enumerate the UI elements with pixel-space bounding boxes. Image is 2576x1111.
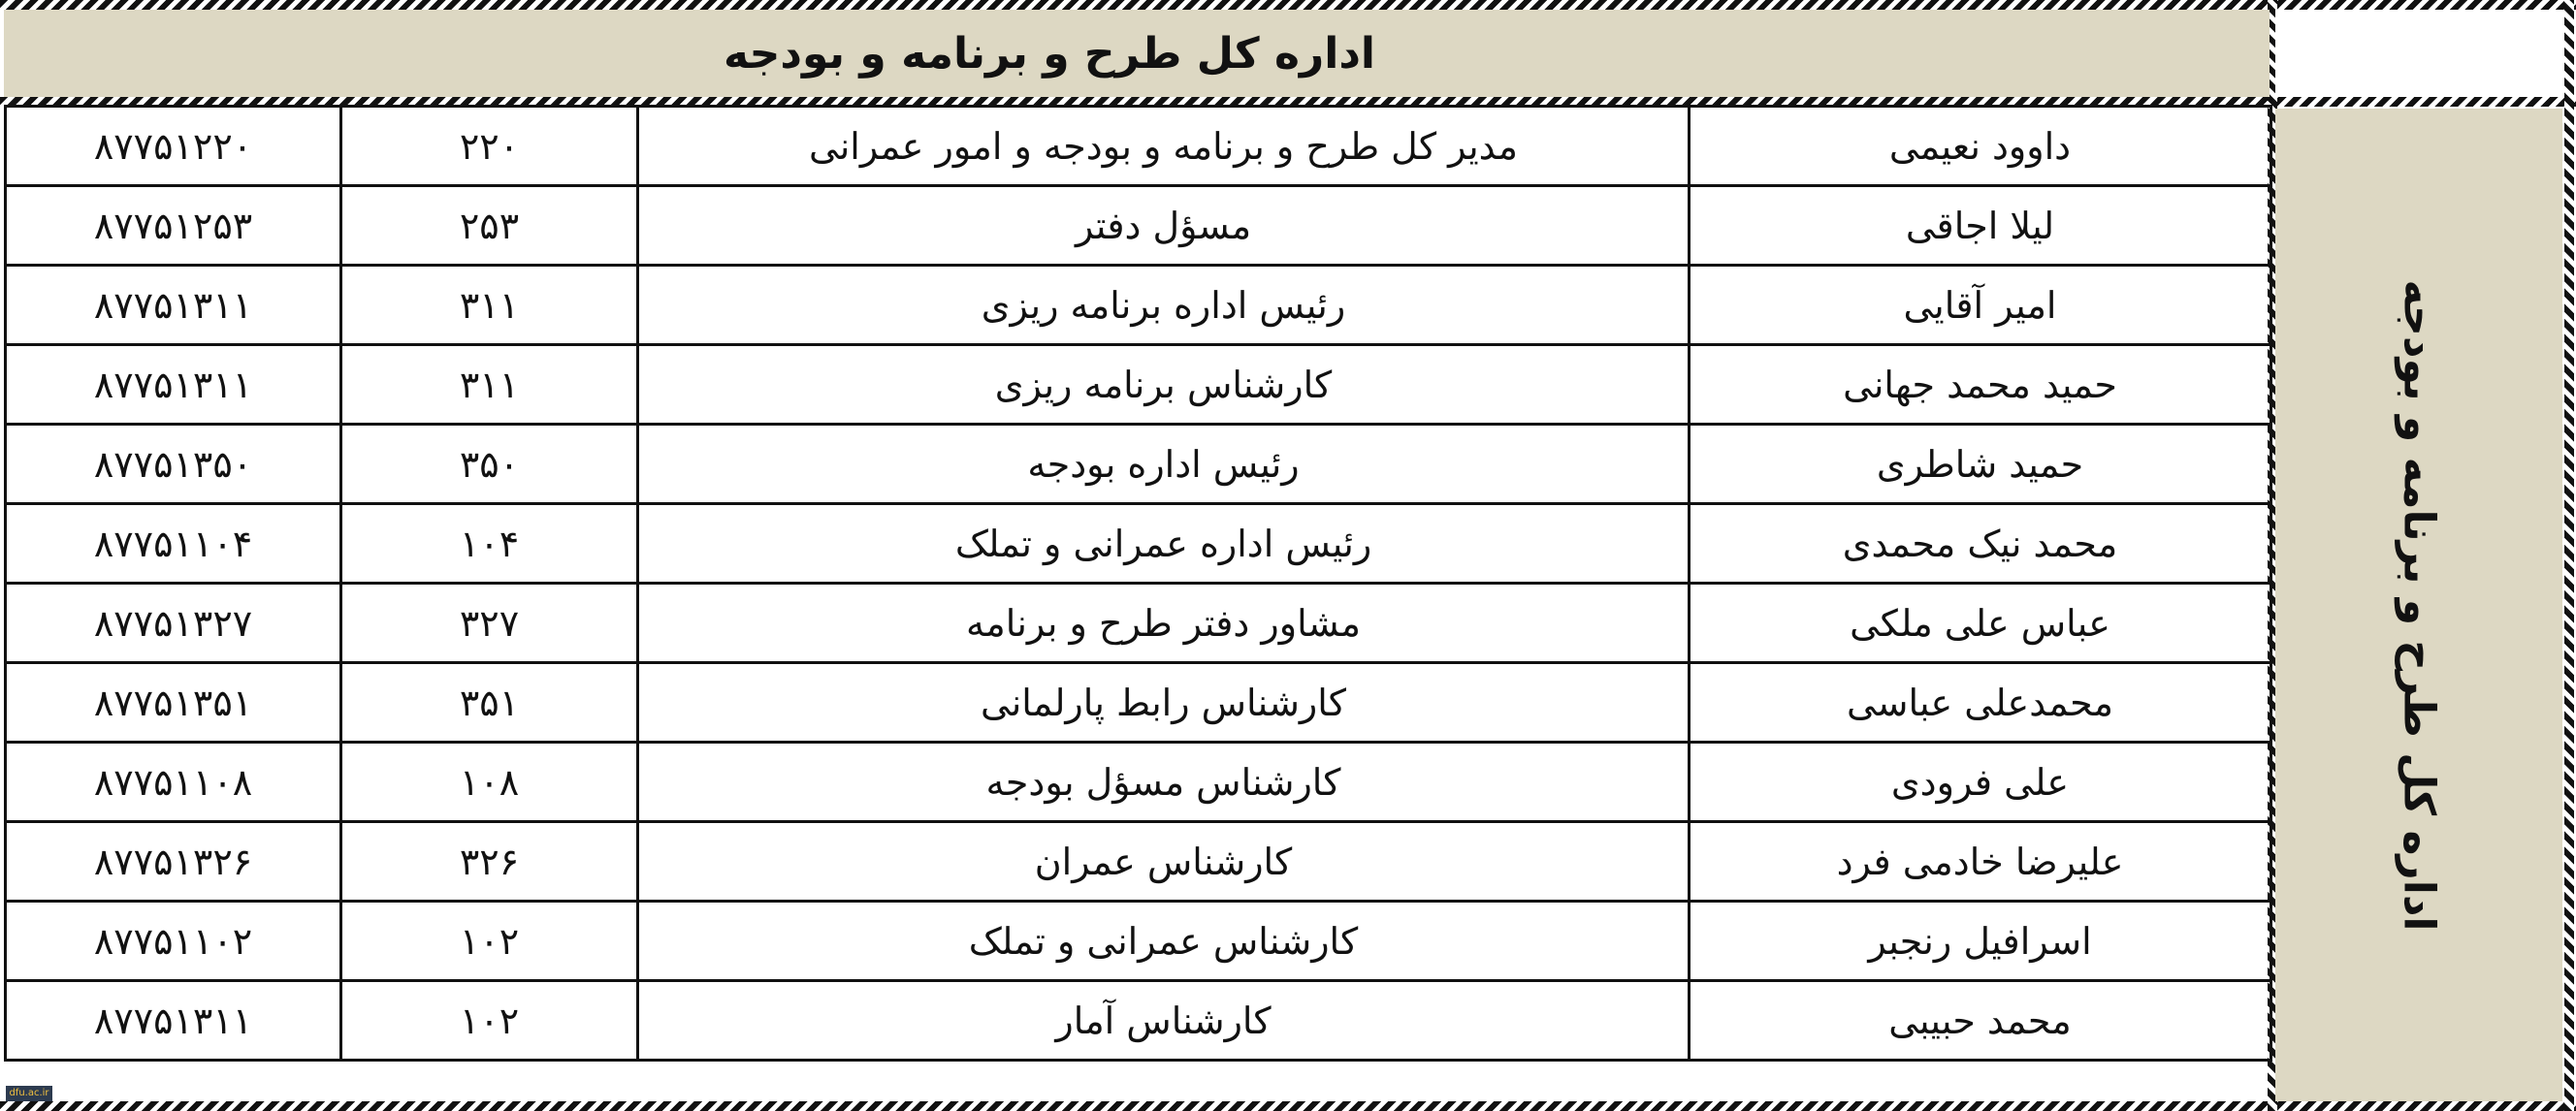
table-row: [6, 425, 2271, 504]
extension-cell: ۱۰۲: [341, 902, 638, 981]
phone-cell: ۸۷۷۵۱۳۱۱: [6, 266, 341, 345]
name-cell: محمد نیک محمدی: [1690, 504, 2271, 584]
position-cell: مدیر کل طرح و برنامه و بودجه و امور عمرانی: [638, 107, 1690, 186]
phone-cell: ۸۷۷۵۱۳۱۱: [6, 981, 341, 1061]
extension-cell: ۳۵۱: [341, 663, 638, 743]
extension-cell: ۱۰۸: [341, 743, 638, 822]
position-cell: رئیس اداره بودجه: [638, 425, 1690, 504]
position-cell: کارشناس عمران: [638, 822, 1690, 902]
phone-cell: ۸۷۷۵۱۳۵۰: [6, 425, 341, 504]
right-border: [2564, 0, 2574, 1111]
name-cell: امیر آقایی: [1690, 266, 2271, 345]
position-cell: کارشناس آمار: [638, 981, 1690, 1061]
phone-cell: ۸۷۷۵۱۲۲۰: [6, 107, 341, 186]
table-row: [6, 663, 2271, 743]
phone-cell: ۸۷۷۵۱۳۲۷: [6, 584, 341, 663]
phone-cell: ۸۷۷۵۱۲۵۳: [6, 186, 341, 266]
extension-cell: ۳۵۰: [341, 425, 638, 504]
page-title: اداره کل طرح و برنامه و بودجه: [724, 28, 1375, 79]
name-cell: اسرافیل رنجبر: [1690, 902, 2271, 981]
extension-cell: ۳۲۶: [341, 822, 638, 902]
name-cell: عباس علی ملکی: [1690, 584, 2271, 663]
position-cell: کارشناس مسؤل بودجه: [638, 743, 1690, 822]
phone-cell: ۸۷۷۵۱۱۰۲: [6, 902, 341, 981]
table-row: [6, 584, 2271, 663]
name-cell: علی فرودی: [1690, 743, 2271, 822]
extension-cell: ۲۵۳: [341, 186, 638, 266]
extension-cell: ۱۰۴: [341, 504, 638, 584]
table-row: [6, 345, 2271, 425]
site-logo: dfu.ac.ir: [6, 1086, 52, 1101]
extension-cell: ۱۰۲: [341, 981, 638, 1061]
extension-cell: ۳۲۷: [341, 584, 638, 663]
table-row: [6, 981, 2271, 1061]
table-row: [6, 186, 2271, 266]
table-row: [6, 266, 2271, 345]
position-cell: رئیس اداره برنامه ریزی: [638, 266, 1690, 345]
extension-cell: ۳۱۱: [341, 345, 638, 425]
name-cell: حمید شاطری: [1690, 425, 2271, 504]
staff-directory-table: [4, 105, 2272, 1062]
phone-cell: ۸۷۷۵۱۱۰۸: [6, 743, 341, 822]
name-cell: علیرضا خادمی فرد: [1690, 822, 2271, 902]
extension-cell: ۳۱۱: [341, 266, 638, 345]
side-band: [2275, 109, 2562, 1101]
position-cell: کارشناس برنامه ریزی: [638, 345, 1690, 425]
phone-cell: ۸۷۷۵۱۱۰۴: [6, 504, 341, 584]
table-row: [6, 504, 2271, 584]
phone-cell: ۸۷۷۵۱۳۵۱: [6, 663, 341, 743]
name-cell: داوود نعیمی: [1690, 107, 2271, 186]
name-cell: محمدعلی عباسی: [1690, 663, 2271, 743]
header-band: [4, 10, 2270, 97]
side-label: اداره کل طرح و برنامه و بودجه: [2394, 279, 2444, 931]
table-row: [6, 902, 2271, 981]
top-border: [0, 0, 2576, 10]
name-cell: حمید محمد جهانی: [1690, 345, 2271, 425]
position-cell: کارشناس عمرانی و تملک: [638, 902, 1690, 981]
name-cell: محمد حبیبی: [1690, 981, 2271, 1061]
position-cell: کارشناس رابط پارلمانی: [638, 663, 1690, 743]
position-cell: مسؤل دفتر: [638, 186, 1690, 266]
bottom-border: [0, 1101, 2576, 1111]
header-corner-cell: [2275, 10, 2562, 97]
position-cell: رئیس اداره عمرانی و تملک: [638, 504, 1690, 584]
table-row: [6, 107, 2271, 186]
table-row: [6, 822, 2271, 902]
position-cell: مشاور دفتر طرح و برنامه: [638, 584, 1690, 663]
phone-cell: ۸۷۷۵۱۳۲۶: [6, 822, 341, 902]
phone-cell: ۸۷۷۵۱۳۱۱: [6, 345, 341, 425]
name-cell: لیلا اجاقی: [1690, 186, 2271, 266]
extension-cell: ۲۲۰: [341, 107, 638, 186]
table-row: [6, 743, 2271, 822]
